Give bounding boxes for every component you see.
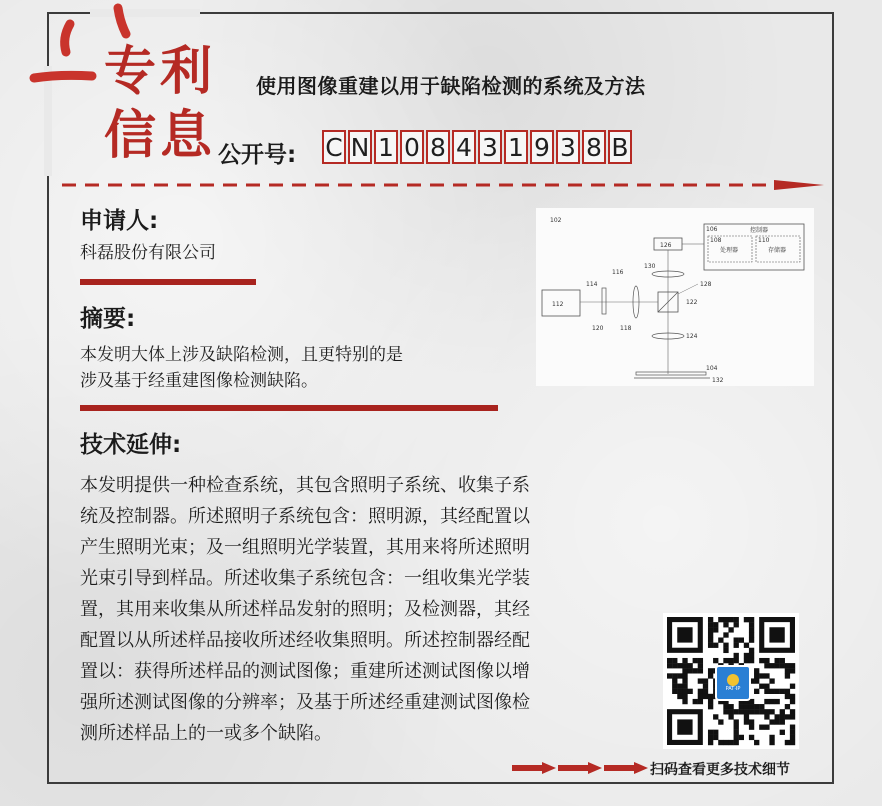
fig-label-processor: 处理器 xyxy=(720,247,739,254)
tag-line-2: 信息 xyxy=(104,106,217,166)
abstract-line: 涉及基于经重建图像检测缺陷。 xyxy=(80,371,318,391)
pub-char: 4 xyxy=(452,130,476,164)
applicant-heading: 申请人: xyxy=(80,208,159,234)
abstract-line: 本发明大体上涉及缺陷检测，且更特别的是 xyxy=(80,345,403,365)
arrow-decoration xyxy=(512,760,652,776)
pub-char: 1 xyxy=(504,130,528,164)
abstract-text xyxy=(80,342,403,394)
tag-line-1: 专利 xyxy=(104,42,217,102)
fig-label-116: 116 xyxy=(612,269,624,276)
fig-label-118: 118 xyxy=(620,325,632,332)
fig-label-124: 124 xyxy=(686,333,698,340)
fig-label-104: 104 xyxy=(706,365,718,372)
pub-char: 3 xyxy=(478,130,502,164)
extension-line: 置，其用来收集从所述样品发射的照明；及检测器，其经 xyxy=(80,599,530,620)
optical-system-diagram xyxy=(536,208,814,386)
fig-label-controller: 控制器 xyxy=(750,227,769,234)
extension-line: 光束引导到样品。所述收集子系统包含：一组收集光学装 xyxy=(80,568,530,589)
pub-char: N xyxy=(348,130,372,164)
qr-caption: 扫码查看更多技术细节 xyxy=(650,762,790,778)
dashed-arrow-divider xyxy=(62,178,832,192)
patent-title: 使用图像重建以用于缺陷检测的系统及方法 xyxy=(256,74,646,98)
fig-label-126: 126 xyxy=(660,242,672,249)
patent-figure xyxy=(536,208,814,386)
extension-line: 配置以从所述样品接收所述经收集照明。所述控制器经配 xyxy=(80,630,530,651)
publication-label: 公开号: xyxy=(218,142,297,168)
qr-code[interactable] xyxy=(663,613,799,749)
abstract-heading: 摘要: xyxy=(80,306,136,332)
extension-line: 产生照明光束；及一组照明光学装置，其用来将所述照明 xyxy=(80,537,530,558)
extension-line: 统及控制器。所述照明子系统包含：照明源，其经配置以 xyxy=(80,506,530,527)
fig-label-110: 110 xyxy=(758,237,770,244)
fig-label-122: 122 xyxy=(686,299,698,306)
pub-char: B xyxy=(608,130,632,164)
extension-text xyxy=(80,470,530,749)
pub-char: 9 xyxy=(530,130,554,164)
qr-center-text: PAT·IP xyxy=(725,685,741,692)
pub-char: C xyxy=(322,130,346,164)
extension-heading: 技术延伸: xyxy=(80,432,182,458)
extension-line: 置以：获得所述样品的测试图像；重建所述测试图像以增 xyxy=(80,661,530,682)
pub-char: 0 xyxy=(400,130,424,164)
fig-label-102: 102 xyxy=(550,217,562,224)
extension-line: 本发明提供一种检查系统，其包含照明子系统、收集子系 xyxy=(80,475,530,496)
logo-icon xyxy=(727,674,739,686)
fig-label-108: 108 xyxy=(710,237,722,244)
abstract-underline xyxy=(80,405,498,411)
fig-label-112: 112 xyxy=(552,301,564,308)
extension-line: 强所述测试图像的分辨率；及基于所述经重建测试图像检 xyxy=(80,692,530,713)
applicant-value: 科磊股份有限公司 xyxy=(80,243,216,263)
pub-char: 8 xyxy=(426,130,450,164)
fig-label-memory: 存储器 xyxy=(768,247,787,254)
qr-center-logo xyxy=(715,665,751,701)
applicant-underline xyxy=(80,279,256,285)
fig-label-128: 128 xyxy=(700,281,712,288)
extension-line: 测所述样品上的一或多个缺陷。 xyxy=(80,723,332,744)
publication-number xyxy=(322,130,632,164)
fig-label-114: 114 xyxy=(586,281,598,288)
pub-char: 3 xyxy=(556,130,580,164)
fig-label-132: 132 xyxy=(712,377,724,384)
fig-label-106: 106 xyxy=(706,226,718,233)
pub-char: 1 xyxy=(374,130,398,164)
fig-label-130: 130 xyxy=(644,263,656,270)
pub-char: 8 xyxy=(582,130,606,164)
fig-label-120: 120 xyxy=(592,325,604,332)
